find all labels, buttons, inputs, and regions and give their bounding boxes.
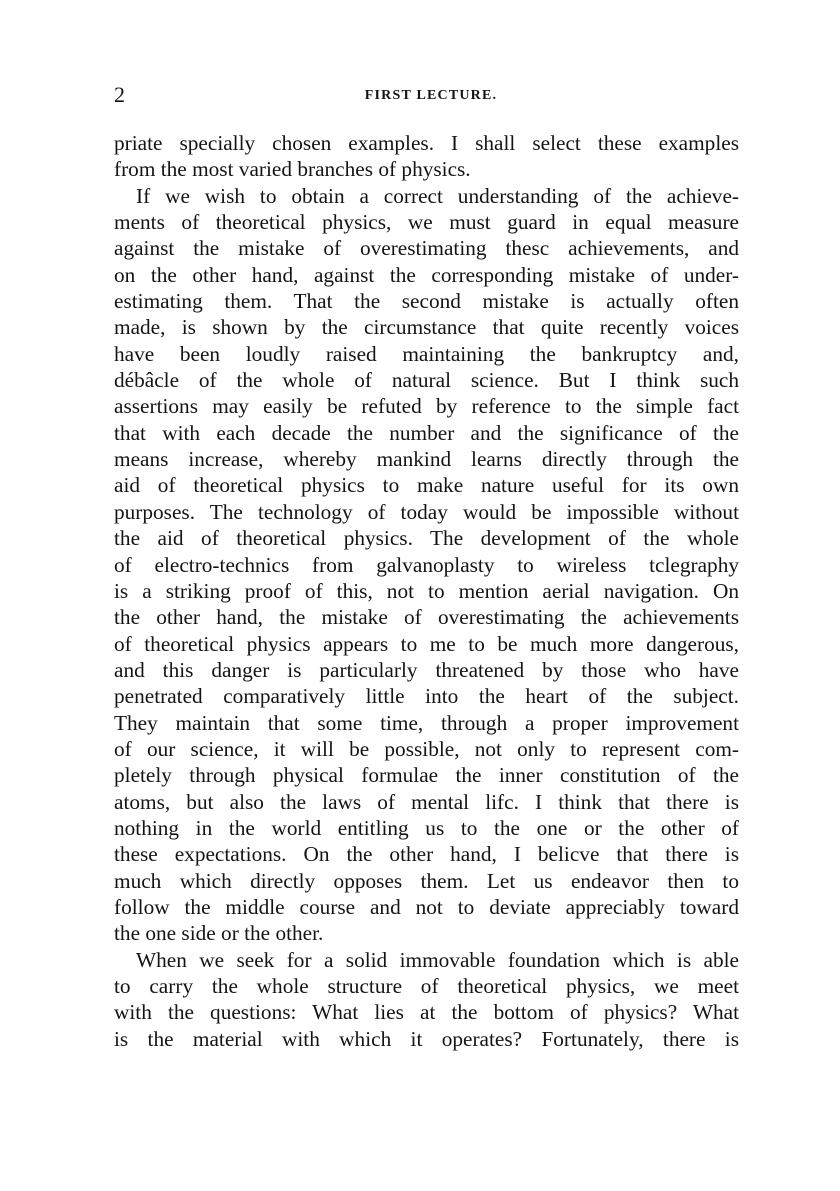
text-line: penetrated comparatively little into the heart of the subject. bbox=[114, 684, 739, 709]
text-line: much which directly opposes them. Let us endeavor then to bbox=[114, 868, 739, 893]
text-line: ments of theoretical physics, we must guard in equal measure bbox=[114, 210, 739, 235]
text-line: pletely through physical formulae the inner constitution of the bbox=[114, 763, 739, 788]
paragraph bbox=[114, 947, 739, 1052]
text-line: and this danger is particularly threatened by those who have bbox=[114, 657, 739, 682]
text-line: the other hand, the mistake of overestimating the achievements bbox=[114, 605, 739, 630]
text-line: If we wish to obtain a correct understanding of the achieve- bbox=[136, 183, 739, 208]
paragraph bbox=[114, 183, 739, 947]
text-line: have been loudly raised maintaining the bankruptcy and, bbox=[114, 341, 739, 366]
text-line: that with each decade the number and the significance of the bbox=[114, 420, 739, 445]
text-line: follow the middle course and not to deviate appreciably toward bbox=[114, 894, 739, 919]
text-line: aid of theoretical physics to make nature useful for its own bbox=[114, 473, 739, 498]
paragraph bbox=[114, 130, 739, 183]
text-line: assertions may easily be refuted by reference to the simple fact bbox=[114, 394, 739, 419]
text-line: purposes. The technology of today would be impossible without bbox=[114, 499, 739, 524]
text-line: made, is shown by the circumstance that quite recently voices bbox=[114, 315, 739, 340]
text-line: is a striking proof of this, not to mention aerial navigation. On bbox=[114, 578, 739, 603]
text-line: against the mistake of overestimating thesc achievements, and bbox=[114, 236, 739, 261]
text-line: on the other hand, against the corresponding mistake of under- bbox=[114, 262, 739, 287]
text-line: is the material with which it operates? Fortunately, there is bbox=[114, 1026, 739, 1051]
body-text bbox=[114, 130, 739, 1052]
text-line: means increase, whereby mankind learns directly through the bbox=[114, 447, 739, 472]
text-line: the one side or the other. bbox=[114, 921, 324, 946]
text-line: of theoretical physics appears to me to be much more dangerous, bbox=[114, 631, 739, 656]
running-head: FIRST LECTURE. bbox=[364, 88, 498, 103]
text-line: these expectations. On the other hand, I belicve that there is bbox=[114, 842, 739, 867]
text-line: They maintain that some time, through a proper improvement bbox=[114, 710, 739, 735]
text-line: from the most varied branches of physics. bbox=[114, 157, 471, 182]
text-line: estimating them. That the second mistake is actually often bbox=[114, 289, 739, 314]
page-number: 2 bbox=[114, 82, 125, 107]
text-line: of our science, it will be possible, not only to represent com- bbox=[114, 736, 739, 761]
text-line: of electro-technics from galvanoplasty to wireless tclegraphy bbox=[114, 552, 739, 577]
text-line: When we seek for a solid immovable foundation which is able bbox=[136, 947, 739, 972]
text-line: atoms, but also the laws of mental lifc. I think that there is bbox=[114, 789, 739, 814]
text-line: to carry the whole structure of theoretical physics, we meet bbox=[114, 974, 739, 998]
text-line: with the questions: What lies at the bottom of physics? What bbox=[114, 1000, 739, 1025]
text-line: priate specially chosen examples. I shall select these examples bbox=[114, 131, 739, 155]
text-line: the aid of theoretical physics. The development of the whole bbox=[114, 526, 739, 551]
text-line: débâcle of the whole of natural science. But I think such bbox=[114, 368, 739, 393]
text-line: nothing in the world entitling us to the one or the other of bbox=[114, 815, 739, 840]
